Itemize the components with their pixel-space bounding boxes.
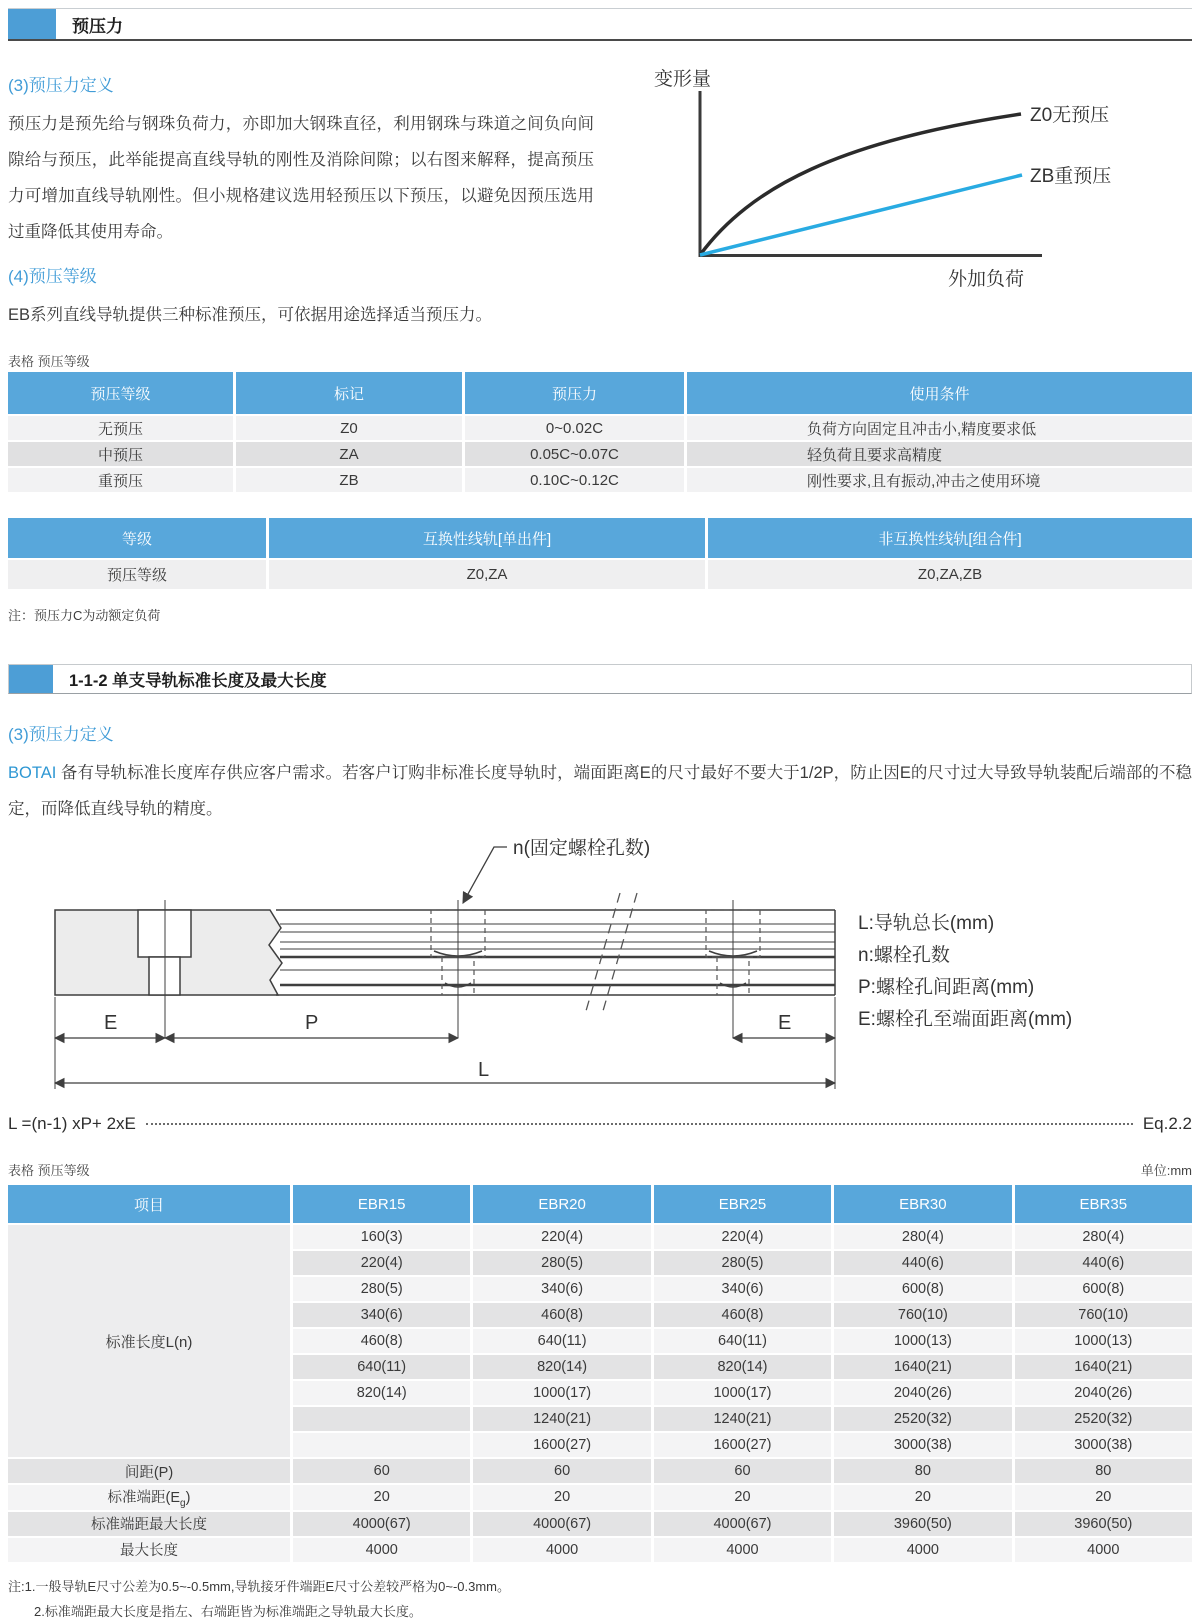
table-cell: 60	[654, 1459, 831, 1483]
column-header: 标记	[236, 372, 462, 414]
table-cell: 340(6)	[654, 1277, 831, 1301]
table-cell: 预压等级	[8, 560, 266, 589]
legend-line-p: P:螺栓孔间距离(mm)	[858, 977, 1035, 998]
leader-line	[463, 847, 507, 903]
column-header: EBR15	[293, 1185, 470, 1223]
legend-line-l: L:导轨总长(mm)	[858, 913, 995, 934]
table-cell: 160(3)	[293, 1225, 470, 1249]
table-cell: ZA	[236, 442, 462, 466]
table-cell: 0.05C~0.07C	[465, 442, 684, 466]
bolt-count-label: n(固定螺栓孔数)	[513, 838, 651, 859]
pretable-caption: 表格 预压等级	[8, 354, 90, 369]
table-cell: 280(4)	[834, 1225, 1011, 1249]
table-cell: 20	[293, 1485, 470, 1510]
dotted-leader	[146, 1123, 1133, 1125]
section-accent-square	[9, 665, 53, 693]
column-header: EBR20	[473, 1185, 650, 1223]
dim-label-p: P	[305, 1012, 319, 1034]
table-cell: 440(6)	[834, 1251, 1011, 1275]
table-cell: 轻负荷且要求高精度	[687, 442, 1192, 466]
table-cell: 2040(26)	[834, 1381, 1011, 1405]
footnote-1: 注:1.一般导轨E尺寸公差为0.5~-0.5mm,导轨接牙件端距E尺寸公差较严格为0~-0.3mm。	[8, 1578, 511, 1594]
table-row	[8, 416, 1192, 440]
equation-number: Eq.2.2	[1142, 1114, 1192, 1133]
preload-grade-table	[5, 370, 1195, 494]
gradetable-note: 注：预压力C为动额定负荷	[8, 608, 161, 623]
table-cell: 2520(32)	[1015, 1407, 1192, 1431]
table-cell: ZB	[236, 468, 462, 492]
end-label-subscript: g	[180, 1497, 186, 1509]
table-cell: 220(4)	[293, 1251, 470, 1275]
table-cell: 2040(26)	[1015, 1381, 1192, 1405]
column-header: EBR30	[834, 1185, 1011, 1223]
table-header-row	[8, 518, 1192, 558]
table-cell: 600(8)	[1015, 1277, 1192, 1301]
table-cell: 2520(32)	[834, 1407, 1011, 1431]
table-cell: 4000	[293, 1538, 470, 1562]
table-cell: 4000	[654, 1538, 831, 1562]
chart-canvas	[640, 59, 1192, 299]
table-cell: 4000(67)	[293, 1512, 470, 1536]
table-header-row	[8, 1185, 1192, 1223]
table-cell: 负荷方向固定且冲击小,精度要求低	[687, 416, 1192, 440]
page-title: 预压力	[72, 16, 123, 36]
table-cell: 1000(17)	[473, 1381, 650, 1405]
column-header: 使用条件	[687, 372, 1192, 414]
table-cell	[293, 1407, 470, 1431]
bigtable-caption-row	[8, 1160, 1192, 1179]
table-cell: 460(8)	[654, 1303, 831, 1327]
intro-text-column	[8, 59, 594, 333]
end-label-prefix: 标准端距(E	[107, 1490, 181, 1506]
extension-lines	[55, 997, 835, 1089]
column-header: 互换性线轨[单出件]	[269, 518, 705, 558]
table-cell: 600(8)	[834, 1277, 1011, 1301]
footnotes	[8, 1574, 1192, 1624]
table-row	[8, 560, 1192, 589]
page-title-band	[8, 8, 1192, 41]
table-cell: 820(14)	[473, 1355, 650, 1379]
column-header: 非互换性线轨[组合件]	[708, 518, 1192, 558]
footnote-2: 2.标准端距最大长度是指左、右端距皆为标准端距之导轨最大长度。	[34, 1603, 422, 1619]
length-formula: L =(n-1) xP+ 2xE	[8, 1114, 136, 1133]
table-cell	[293, 1433, 470, 1457]
table-cell: 3960(50)	[1015, 1512, 1192, 1536]
table-cell: Z0	[236, 416, 462, 440]
table-cell: 3000(38)	[1015, 1433, 1192, 1457]
row-label-max-length: 最大长度	[8, 1538, 290, 1562]
section-title: 1-1-2 单支导轨标准长度及最大长度	[69, 672, 327, 690]
table-cell: 80	[1015, 1459, 1192, 1483]
column-header: 等级	[8, 518, 266, 558]
table-cell: 20	[834, 1485, 1011, 1510]
interchangeability-table	[5, 516, 1195, 591]
column-header: 预压力	[465, 372, 684, 414]
paragraph-rail-length-text: 备有导轨标准长度库存供应客户需求。若客户订购非标准长度导轨时，端面距离E的尺寸最好不要大于1/2P，防止因E的尺寸过大导致导轨装配后端部的不稳定，而降低直线导轨的精度。	[8, 764, 1192, 818]
dim-label-e-left: E	[104, 1012, 118, 1034]
table-cell: 20	[654, 1485, 831, 1510]
table-cell: 280(5)	[654, 1251, 831, 1275]
table-row	[8, 1512, 1192, 1536]
chart-series-label-z0: Z0无预压	[1030, 105, 1110, 126]
table-cell: 280(5)	[473, 1251, 650, 1275]
table-cell: 1600(27)	[654, 1433, 831, 1457]
row-label-standard-length: 标准长度L(n)	[8, 1225, 290, 1457]
standard-length-table	[5, 1183, 1195, 1564]
title-accent-square	[8, 9, 56, 39]
table-cell: 460(8)	[293, 1329, 470, 1353]
table-cell: 中预压	[8, 442, 233, 466]
table-cell: 820(14)	[293, 1381, 470, 1405]
table-row	[8, 442, 1192, 466]
table-cell: 4000(67)	[473, 1512, 650, 1536]
catalog-page	[0, 8, 1200, 1624]
legend-line-e: E:螺栓孔至端面距离(mm)	[858, 1009, 1073, 1030]
deformation-load-chart	[640, 59, 1192, 333]
column-header: EBR35	[1015, 1185, 1192, 1223]
paragraph-preload-definition: 预压力是预先给与钢珠负荷力，亦即加大钢珠直径，利用钢珠与珠道之间负向间隙给与预压，此举能提高直线导轨的刚性及消除间隙；以右图来解释，提高预压力可增加直线导轨刚性。但小规格建议选用轻预压以下预压，以避免因预压选用过重降低其使用寿命。	[8, 115, 594, 241]
table-cell: 3000(38)	[834, 1433, 1011, 1457]
row-label-standard-end	[8, 1485, 290, 1510]
table-cell: 220(4)	[473, 1225, 650, 1249]
table-cell: Z0,ZA,ZB	[708, 560, 1192, 589]
table-cell: 1000(13)	[1015, 1329, 1192, 1353]
chart-y-axis-label: 变形量	[654, 69, 712, 90]
table-row	[8, 1485, 1192, 1510]
intro-section	[8, 59, 1192, 333]
table-cell: 0~0.02C	[465, 416, 684, 440]
table-cell: 280(4)	[1015, 1225, 1192, 1249]
table-header-row	[8, 372, 1192, 414]
legend-line-n: n:螺栓孔数	[858, 945, 950, 966]
row-label-pitch: 间距(P)	[8, 1459, 290, 1483]
table-cell: 220(4)	[654, 1225, 831, 1249]
heading-preload-grades: (4)预压等级	[8, 267, 97, 286]
dim-label-e-right: E	[778, 1012, 792, 1034]
table-cell: Z0,ZA	[269, 560, 705, 589]
table-cell: 1640(21)	[1015, 1355, 1192, 1379]
table-cell: 1600(27)	[473, 1433, 650, 1457]
table-cell: 4000	[473, 1538, 650, 1562]
bigtable-caption: 表格 预压等级	[8, 1163, 90, 1178]
table-cell: 820(14)	[654, 1355, 831, 1379]
unit-label: 单位:mm	[1140, 1163, 1192, 1178]
table-cell: 重预压	[8, 468, 233, 492]
rail-dimension-drawing	[8, 833, 1192, 1098]
table-cell: 760(10)	[834, 1303, 1011, 1327]
table-row	[8, 1538, 1192, 1562]
end-label-suffix: )	[185, 1490, 191, 1506]
table-cell: 80	[834, 1459, 1011, 1483]
heading-rail-length: (3)预压力定义	[8, 725, 114, 744]
table-cell: 20	[473, 1485, 650, 1510]
table-cell: 640(11)	[293, 1355, 470, 1379]
brand-name: BOTAI	[8, 764, 57, 782]
chart-series-label-zb: ZB重预压	[1030, 166, 1112, 187]
table-cell: 3960(50)	[834, 1512, 1011, 1536]
row-label-standard-end-max: 标准端距最大长度	[8, 1512, 290, 1536]
heading-preload-definition: (3)预压力定义	[8, 76, 114, 95]
dim-label-l: L	[478, 1059, 490, 1081]
table-cell: 640(11)	[473, 1329, 650, 1353]
table-row	[8, 1225, 1192, 1249]
section-title-band	[8, 664, 1192, 694]
table-cell: 1000(17)	[654, 1381, 831, 1405]
table-cell: 640(11)	[654, 1329, 831, 1353]
table-cell: 4000	[1015, 1538, 1192, 1562]
table-cell: 1640(21)	[834, 1355, 1011, 1379]
table-cell: 1240(21)	[473, 1407, 650, 1431]
table-cell: 0.10C~0.12C	[465, 468, 684, 492]
column-header: 预压等级	[8, 372, 233, 414]
chart-line-zb	[700, 175, 1022, 255]
table-cell: 无预压	[8, 416, 233, 440]
table-cell: 340(6)	[473, 1277, 650, 1301]
table-cell: 60	[473, 1459, 650, 1483]
table-cell: 280(5)	[293, 1277, 470, 1301]
table-cell: 1000(13)	[834, 1329, 1011, 1353]
drawing-legend	[858, 912, 1072, 1030]
column-header: 项目	[8, 1185, 290, 1223]
length-formula-row	[8, 1114, 1192, 1134]
table-cell: 760(10)	[1015, 1303, 1192, 1327]
dimension-lines	[55, 1038, 835, 1083]
table-cell: 4000	[834, 1538, 1011, 1562]
paragraph-rail-length	[8, 755, 1192, 827]
table-cell: 4000(67)	[654, 1512, 831, 1536]
table-cell: 1240(21)	[654, 1407, 831, 1431]
column-header: EBR25	[654, 1185, 831, 1223]
table-cell: 20	[1015, 1485, 1192, 1510]
table-cell: 刚性要求,且有振动,冲击之使用环境	[687, 468, 1192, 492]
table-cell: 340(6)	[293, 1303, 470, 1327]
table-row	[8, 1459, 1192, 1483]
table-cell: 460(8)	[473, 1303, 650, 1327]
chart-x-axis-label: 外加负荷	[948, 269, 1025, 290]
chart-curve-z0	[700, 114, 1021, 255]
table-cell: 440(6)	[1015, 1251, 1192, 1275]
table-row	[8, 468, 1192, 492]
table-cell: 60	[293, 1459, 470, 1483]
paragraph-preload-grades: EB系列直线导轨提供三种标准预压，可依据用途选择适当预压力。	[8, 306, 493, 324]
